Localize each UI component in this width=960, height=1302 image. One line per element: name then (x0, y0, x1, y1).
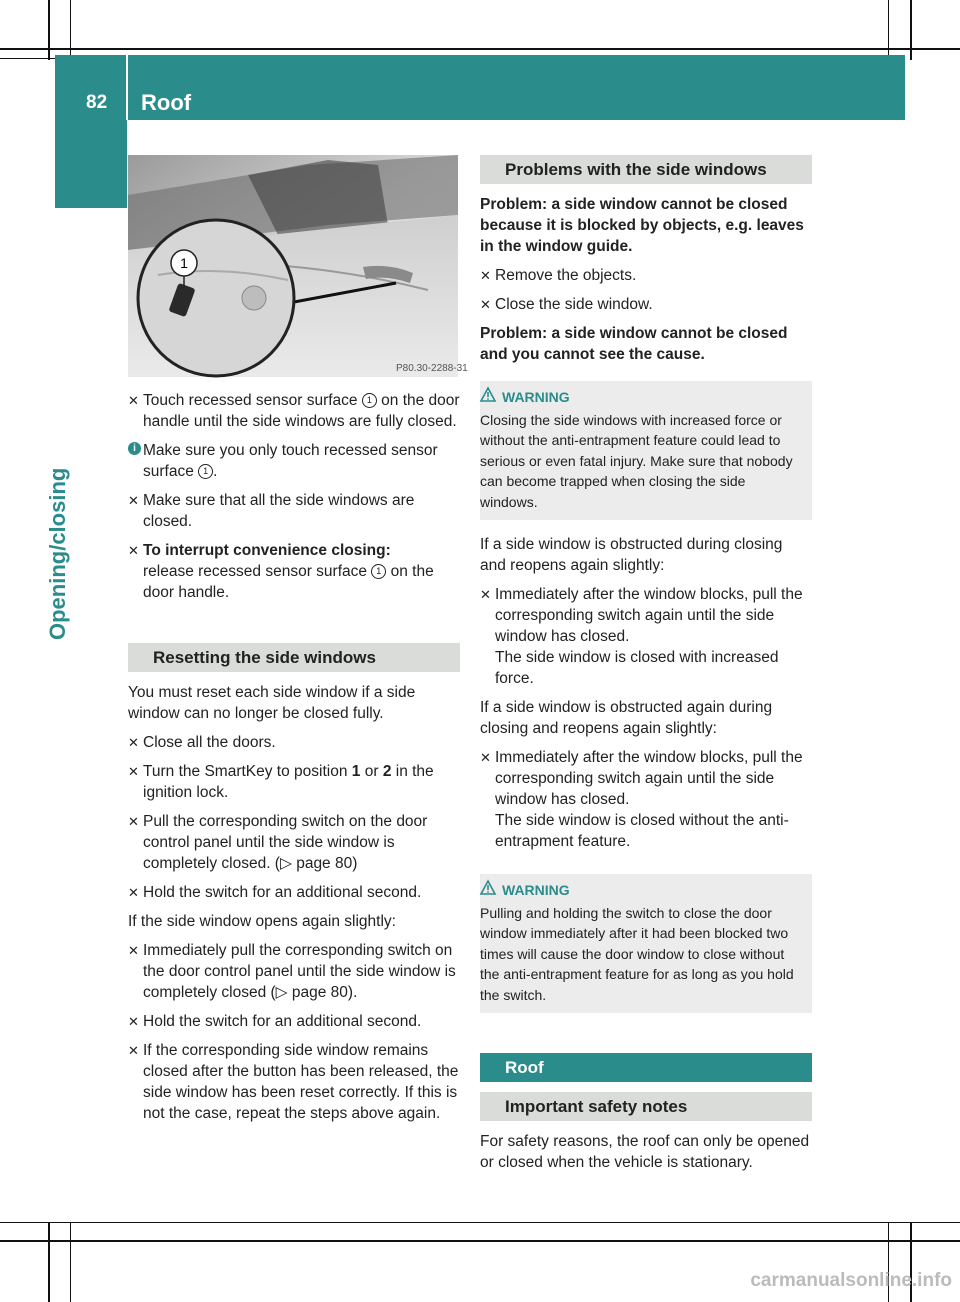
info-text: . (213, 463, 218, 480)
list-item (128, 882, 460, 903)
warning-text: Closing the side windows with increased force or without the anti-entrapment feature could lead to serious or even fatal injury. Make sure that nobody can become trapped when closing the side windows. (480, 411, 793, 510)
side-tab-label: Opening/closing (45, 467, 70, 640)
problem-statement: Problem: a side window cannot be closed and you cannot see the cause. (480, 325, 788, 363)
section-heading: Resetting the side windows (128, 643, 460, 672)
warning-title (480, 387, 806, 408)
problem-statement: Problem: a side window cannot be closed because it is blocked by objects, e.g. leaves in the window guide. (480, 196, 804, 255)
step-text: If the corresponding side window remains closed after the button has been released, the side window has been reset correctly. If this is not the case, repeat the steps above again. (143, 1042, 459, 1122)
list-item (128, 940, 460, 1003)
step-text: Hold the switch for an additional second. (143, 884, 422, 901)
step-text: Immediately after the window blocks, pull the corresponding switch again until the side window has closed. (495, 749, 803, 808)
section-heading: Important safety notes (480, 1092, 812, 1121)
side-tab (45, 120, 127, 1190)
list-item (128, 732, 460, 753)
right-column (480, 155, 812, 1181)
callout-number: 1 (198, 464, 213, 479)
step-heading: To interrupt convenience closing: (143, 542, 391, 559)
info-text: Make sure you only touch recessed sensor surface (143, 442, 438, 480)
warning-title-text: WARNING (502, 389, 570, 405)
warning-triangle-icon (480, 387, 496, 402)
list-item (128, 540, 460, 603)
step-result: The side window is closed without the anti-entrapment feature. (495, 812, 789, 850)
left-column (128, 390, 460, 1132)
warning-triangle-icon (480, 880, 496, 895)
crop-mark (0, 1222, 960, 1223)
step-text: Immediately pull the corresponding switch on the door control panel until the side window is completely closed (▷ page 80). (143, 942, 456, 1001)
step-text: Close all the doors. (143, 734, 276, 751)
list-item (480, 265, 812, 286)
step-text: Turn the SmartKey to position (143, 763, 352, 780)
crop-mark (48, 0, 50, 60)
step-text: Pull the corresponding switch on the door control panel until the side window is completely closed. (▷ page 80) (143, 813, 428, 872)
step-text: or (360, 763, 383, 780)
door-handle-figure (128, 155, 468, 377)
warning-title (480, 880, 806, 901)
step-text: Immediately after the window blocks, pull the corresponding switch again until the side window has closed. (495, 586, 803, 645)
car-door-illustration (128, 155, 468, 377)
position-number: 2 (382, 763, 392, 780)
chapter-heading: Roof (480, 1053, 812, 1082)
crop-mark (70, 0, 71, 60)
paragraph: For safety reasons, the roof can only be opened or closed when the vehicle is stationary. (480, 1133, 810, 1171)
step-marker-icon: ✕ (128, 943, 139, 958)
info-icon: i (128, 442, 141, 455)
callout-number: 1 (362, 393, 377, 408)
list-item (128, 811, 460, 874)
step-marker-icon: ✕ (128, 1043, 139, 1058)
list-item (128, 1011, 460, 1032)
list-item (480, 747, 812, 852)
callout-number: 1 (371, 564, 386, 579)
footer-watermark: carmanualsonline.info (750, 1270, 952, 1291)
section-heading: Problems with the side windows (480, 155, 812, 184)
paragraph: If a side window is obstructed again during closing and reopens again slightly: (480, 699, 773, 737)
step-marker-icon: ✕ (128, 735, 139, 750)
header-divider (126, 55, 128, 120)
crop-mark (70, 1222, 71, 1302)
paragraph: If a side window is obstructed during closing and reopens again slightly: (480, 536, 783, 574)
step-text: Make sure that all the side windows are closed. (143, 492, 415, 530)
step-text: Remove the objects. (495, 267, 637, 284)
list-item (128, 490, 460, 532)
step-marker-icon: ✕ (480, 750, 491, 765)
list-item (128, 1040, 460, 1124)
step-marker-icon: ✕ (128, 1014, 139, 1029)
crop-mark (48, 1222, 50, 1302)
paragraph: If the side window opens again slightly: (128, 913, 396, 930)
crop-mark (0, 48, 960, 50)
figure-callout: 1 (180, 255, 188, 271)
warning-box (480, 874, 812, 1013)
crop-mark (0, 1240, 960, 1242)
position-number: 1 (351, 763, 361, 780)
step-text: release recessed sensor surface (143, 563, 372, 580)
step-marker-icon: ✕ (128, 764, 139, 779)
step-marker-icon: ✕ (128, 493, 139, 508)
info-note (128, 440, 460, 482)
step-text: on the door handle. (143, 563, 434, 601)
warning-text: Pulling and holding the switch to close the door window immediately after it had been blocked two times will cause the door window to close without the anti-entrapment feature for as long as you hold the switch. (480, 904, 794, 1003)
warning-title-text: WARNING (502, 882, 570, 898)
step-text: in the ignition lock. (143, 763, 434, 801)
step-result: The side window is closed with increased force. (495, 649, 779, 687)
figure-code: P80.30-2288-31 (396, 363, 468, 374)
step-marker-icon: ✕ (128, 543, 139, 558)
step-marker-icon: ✕ (480, 268, 491, 283)
step-marker-icon: ✕ (480, 297, 491, 312)
step-text: on the door handle until the side windows are fully closed. (143, 392, 460, 430)
step-text: Hold the switch for an additional second. (143, 1013, 422, 1030)
list-item (480, 294, 812, 315)
step-text: Close the side window. (495, 296, 653, 313)
warning-box (480, 381, 812, 520)
paragraph: You must reset each side window if a side window can no longer be closed fully. (128, 684, 416, 722)
list-item (128, 390, 460, 432)
crop-mark (910, 0, 912, 60)
step-text: Touch recessed sensor surface (143, 392, 362, 409)
crop-mark (888, 0, 889, 60)
step-marker-icon: ✕ (480, 587, 491, 602)
list-item (480, 584, 812, 689)
page-number: 82 (86, 92, 108, 113)
step-marker-icon: ✕ (128, 393, 139, 408)
side-tab-block (55, 120, 127, 208)
section-title: Roof (141, 90, 192, 115)
step-marker-icon: ✕ (128, 814, 139, 829)
list-item (128, 761, 460, 803)
step-marker-icon: ✕ (128, 885, 139, 900)
